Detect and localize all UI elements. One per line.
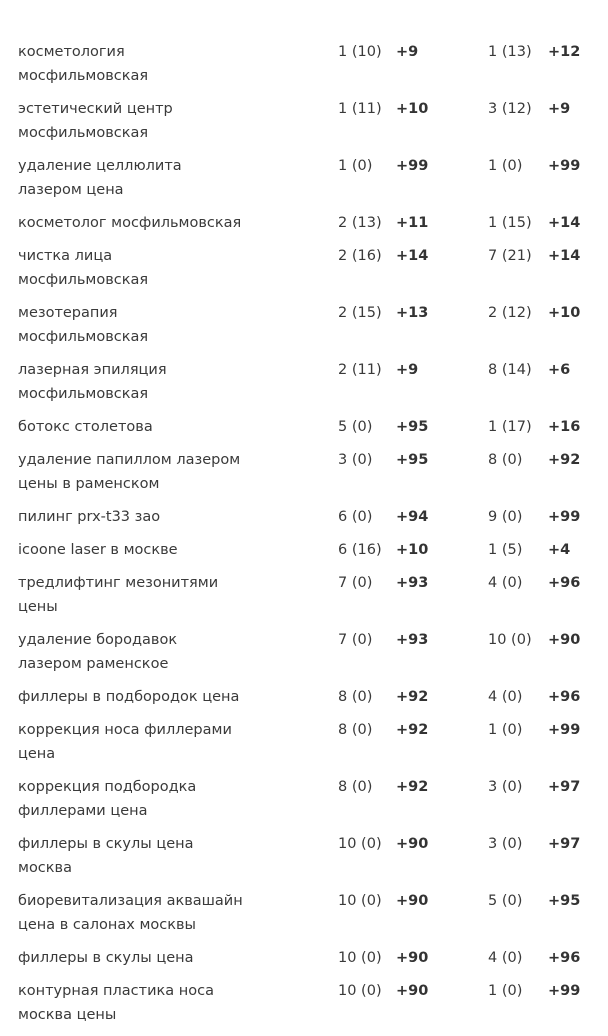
position-cell-1: 1 (0) [338,158,373,174]
table-row [0,979,608,1036]
change-cell-2: +9 [548,101,571,117]
position-cell-2: 3 (0) [488,779,523,795]
table-row [0,505,608,538]
change-cell-2: +92 [548,452,581,468]
query-cell: лазерная эпиляция мосфильмовская [18,362,167,402]
position-cell-2: 1 (5) [488,542,523,558]
query-cell: ботокс столетова [18,419,153,435]
change-cell-1: +9 [396,44,419,60]
table-row [0,628,608,685]
change-cell-2: +16 [548,419,581,435]
change-cell-2: +99 [548,158,581,174]
change-cell-1: +90 [396,893,429,909]
change-cell-1: +10 [396,542,429,558]
change-cell-2: +99 [548,983,581,999]
position-cell-1: 7 (0) [338,575,373,591]
query-cell: удаление папиллом лазером цены в раменском [18,452,241,492]
position-cell-1: 5 (0) [338,419,373,435]
position-cell-1: 8 (0) [338,779,373,795]
change-cell-1: +90 [396,836,429,852]
table-row [0,301,608,358]
position-cell-2: 5 (0) [488,893,523,909]
query-cell: удаление бородавок лазером раменское [18,632,178,672]
query-cell: пилинг prx-t33 зао [18,509,161,525]
change-cell-2: +97 [548,836,581,852]
position-cell-2: 3 (0) [488,836,523,852]
change-cell-1: +99 [396,158,429,174]
query-cell: филлеры в скулы цена москва [18,836,194,876]
position-cell-2: 1 (15) [488,215,532,231]
position-cell-2: 9 (0) [488,509,523,525]
table-row [0,538,608,571]
position-cell-2: 7 (21) [488,248,532,264]
change-cell-2: +10 [548,305,581,321]
position-cell-2: 8 (0) [488,452,523,468]
position-cell-1: 3 (0) [338,452,373,468]
query-cell: контурная пластика носа москва цены [18,983,214,1023]
change-cell-2: +96 [548,950,581,966]
change-cell-2: +96 [548,689,581,705]
query-cell: косметолог мосфильмовская [18,215,242,231]
change-cell-2: +6 [548,362,571,378]
position-cell-2: 1 (13) [488,44,532,60]
position-cell-1: 2 (15) [338,305,382,321]
change-cell-1: +93 [396,632,429,648]
table-row [0,946,608,979]
position-cell-1: 10 (0) [338,950,382,966]
query-cell: косметология мосфильмовская [18,44,149,84]
change-cell-1: +11 [396,215,429,231]
query-cell: чистка лица мосфильмовская [18,248,149,288]
table-row [0,832,608,889]
position-cell-2: 3 (12) [488,101,532,117]
change-cell-1: +94 [396,509,429,525]
position-cell-2: 4 (0) [488,950,523,966]
position-cell-2: 4 (0) [488,689,523,705]
change-cell-1: +92 [396,779,429,795]
position-cell-1: 10 (0) [338,983,382,999]
position-cell-2: 4 (0) [488,575,523,591]
position-cell-2: 8 (14) [488,362,532,378]
table-row [0,244,608,301]
position-cell-1: 2 (13) [338,215,382,231]
change-cell-1: +95 [396,452,429,468]
change-cell-1: +14 [396,248,429,264]
table-row [0,415,608,448]
table-row [0,448,608,505]
change-cell-2: +97 [548,779,581,795]
change-cell-2: +14 [548,215,581,231]
position-cell-2: 2 (12) [488,305,532,321]
position-cell-1: 8 (0) [338,689,373,705]
query-cell: филлеры в подбородок цена [18,689,240,705]
table-row [0,889,608,946]
position-cell-1: 10 (0) [338,893,382,909]
position-cell-1: 1 (10) [338,44,382,60]
query-cell: филлеры в скулы цена [18,950,194,966]
position-cell-1: 8 (0) [338,722,373,738]
position-cell-2: 1 (0) [488,158,523,174]
change-cell-2: +99 [548,722,581,738]
table-row [0,775,608,832]
change-cell-2: +95 [548,893,581,909]
change-cell-1: +9 [396,362,419,378]
query-cell: коррекция носа филлерами цена [18,722,232,762]
query-cell: эстетический центр мосфильмовская [18,101,173,141]
table-row [0,40,608,97]
change-cell-1: +10 [396,101,429,117]
position-cell-2: 1 (0) [488,722,523,738]
position-cell-1: 6 (16) [338,542,382,558]
query-cell: биоревитализация аквашайн цена в салонах москвы [18,893,243,933]
change-cell-2: +14 [548,248,581,264]
change-cell-1: +93 [396,575,429,591]
table-row [0,718,608,775]
table-row [0,154,608,211]
query-cell: icoone laser в москве [18,542,178,558]
change-cell-1: +92 [396,722,429,738]
position-cell-2: 10 (0) [488,632,532,648]
change-cell-1: +90 [396,950,429,966]
change-cell-2: +99 [548,509,581,525]
change-cell-1: +90 [396,983,429,999]
query-cell: коррекция подбородка филлерами цена [18,779,197,819]
position-cell-2: 1 (0) [488,983,523,999]
table-row [0,571,608,628]
table-row [0,97,608,154]
table-row [0,685,608,718]
position-cell-1: 2 (16) [338,248,382,264]
position-cell-1: 2 (11) [338,362,382,378]
table-row [0,358,608,415]
query-cell: удаление целлюлита лазером цена [18,158,182,198]
change-cell-2: +96 [548,575,581,591]
ranking-table [0,40,608,1036]
change-cell-1: +92 [396,689,429,705]
position-cell-2: 1 (17) [488,419,532,435]
change-cell-2: +12 [548,44,581,60]
position-cell-1: 6 (0) [338,509,373,525]
table-row [0,211,608,244]
position-cell-1: 10 (0) [338,836,382,852]
position-cell-1: 1 (11) [338,101,382,117]
query-cell: мезотерапия мосфильмовская [18,305,149,345]
change-cell-2: +90 [548,632,581,648]
change-cell-1: +95 [396,419,429,435]
change-cell-2: +4 [548,542,571,558]
query-cell: тредлифтинг мезонитями цены [18,575,219,615]
change-cell-1: +13 [396,305,429,321]
position-cell-1: 7 (0) [338,632,373,648]
